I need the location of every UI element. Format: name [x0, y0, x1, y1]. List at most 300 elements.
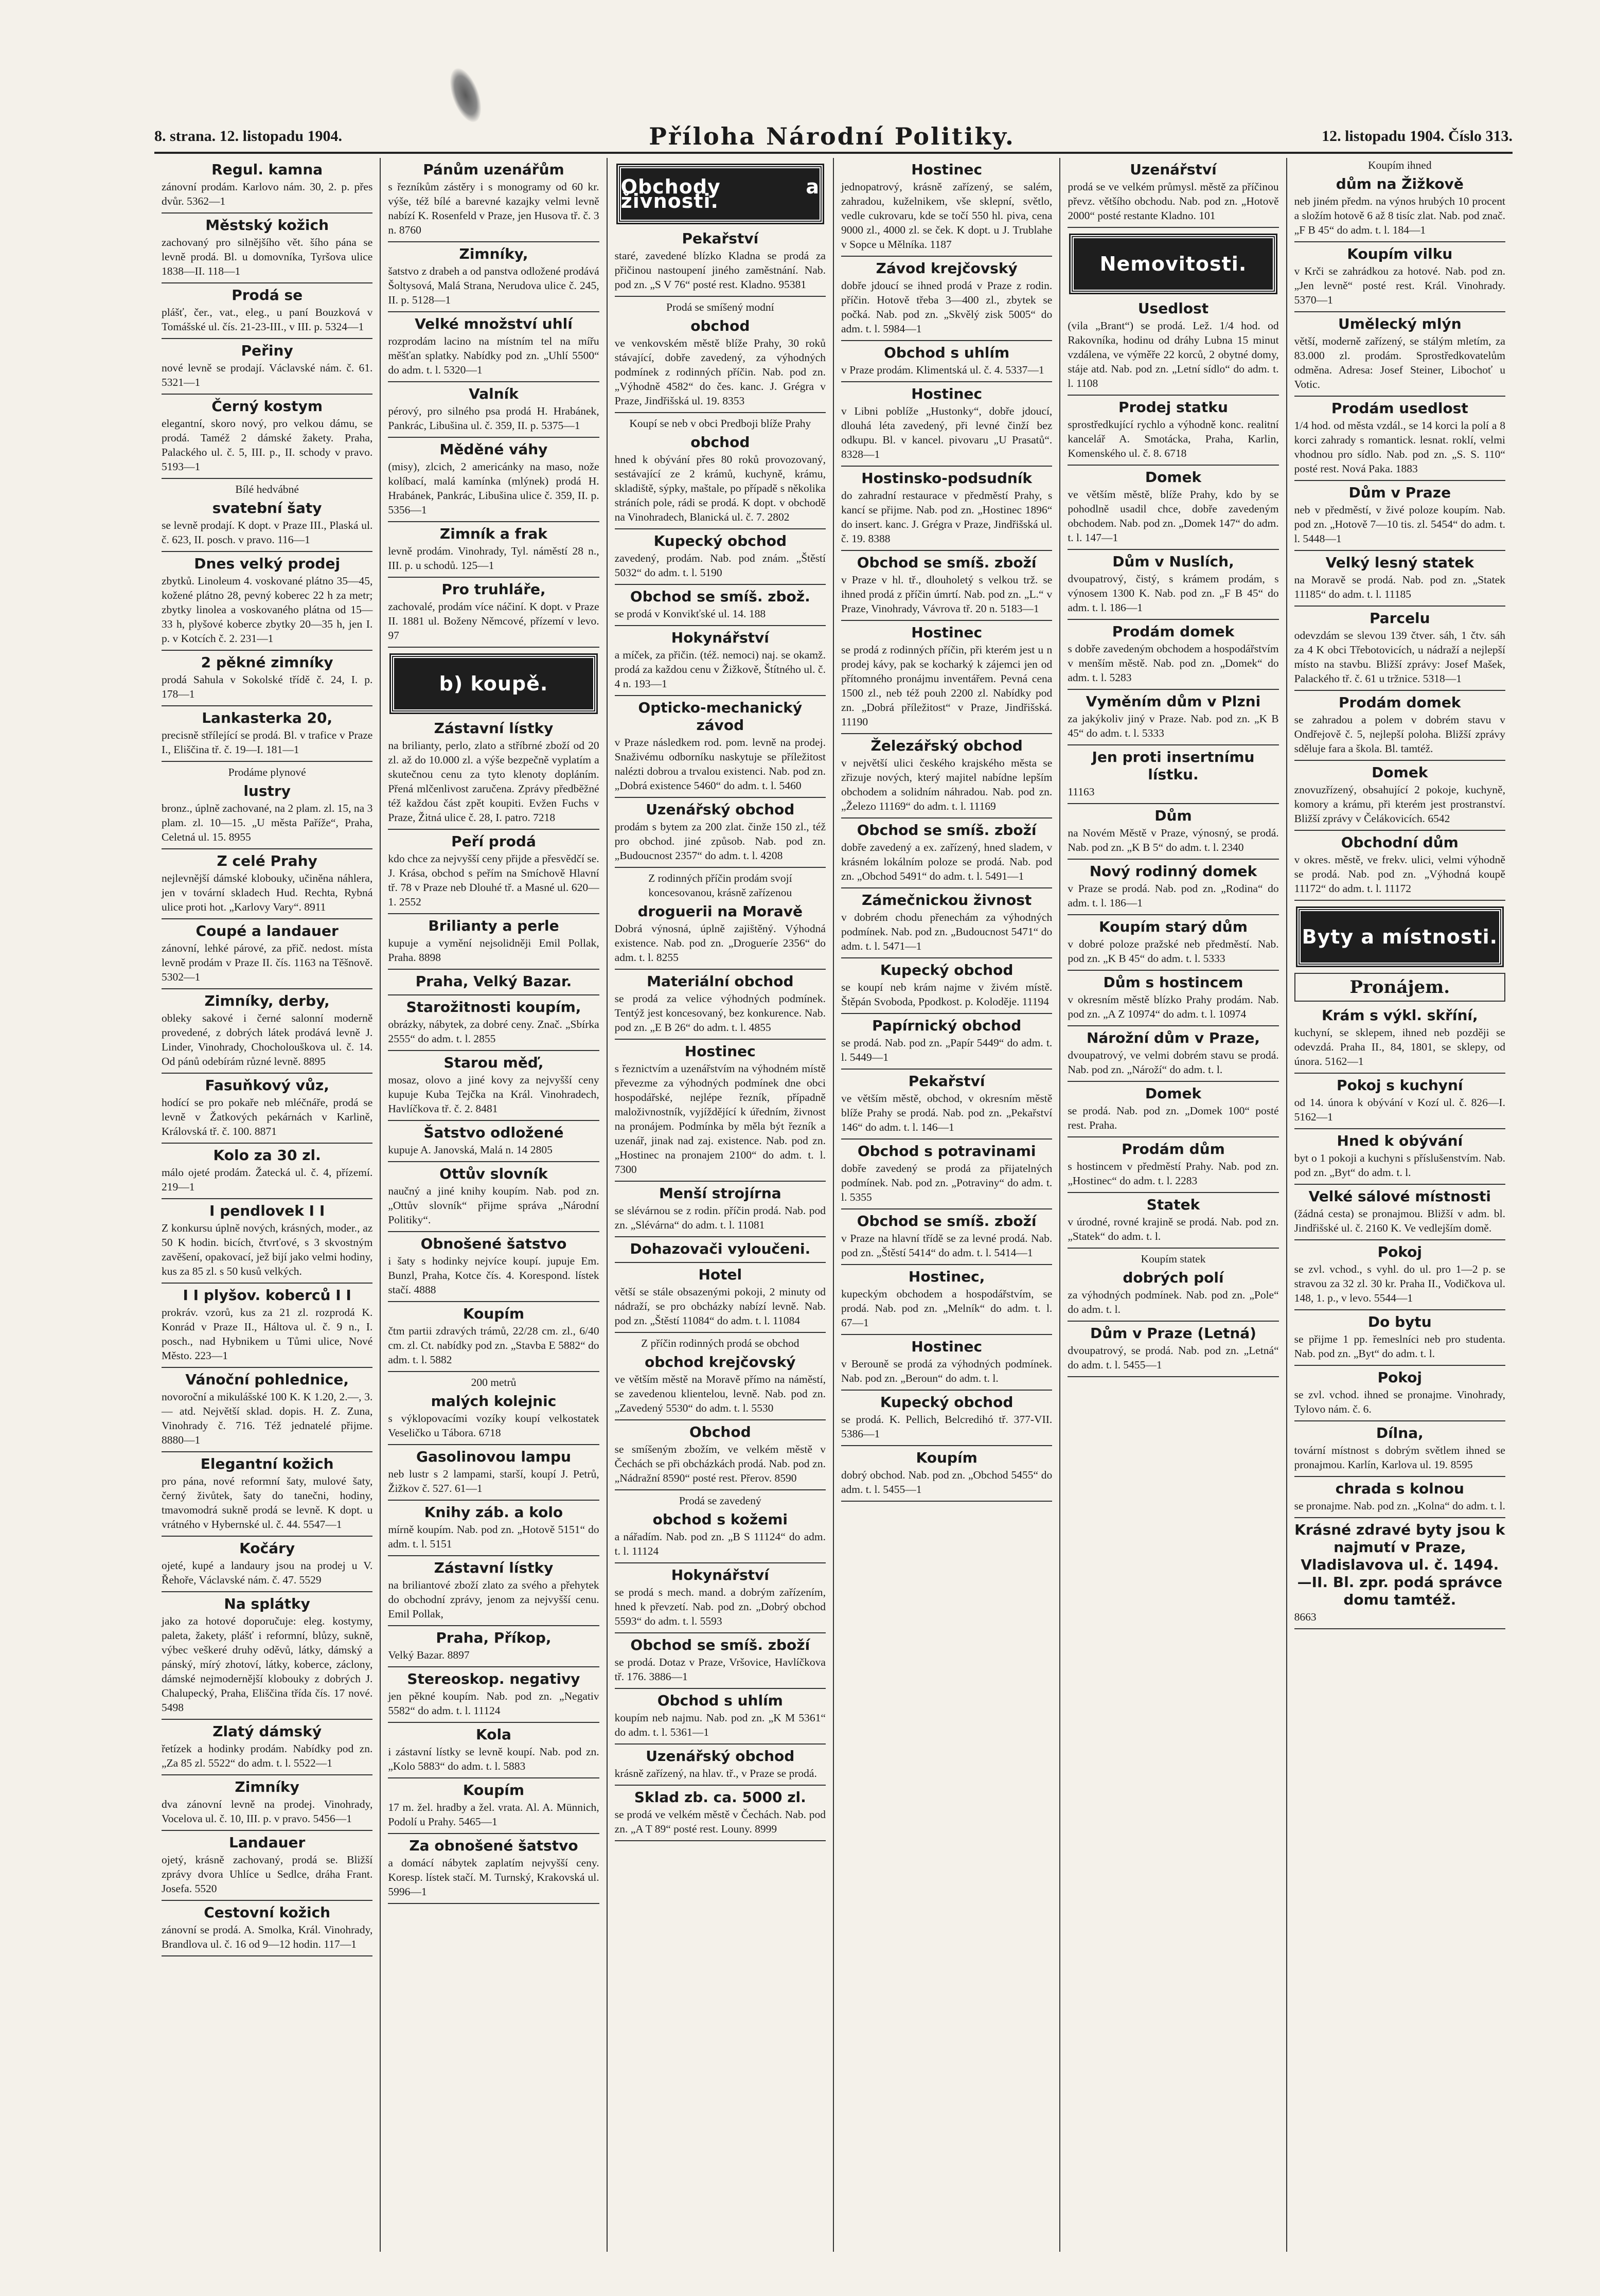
ad-divider [615, 1262, 826, 1263]
ad-title: Obchod se smíš. zboží [630, 1636, 810, 1653]
classified-ad [1068, 918, 1278, 966]
ad-divider [162, 848, 372, 849]
classified-ad [162, 398, 372, 474]
ad-title: dobrých polí [1123, 1269, 1224, 1286]
ad-title: Na splátky [224, 1595, 310, 1612]
ad-body: se prodá. Nab. pod zn. „Papír 5449“ do adm. t. l. 5449—1 [841, 1037, 1053, 1063]
ad-title: Stereoskop. negativy [407, 1670, 580, 1687]
ad-title: Starožitnosti koupím, [406, 999, 581, 1016]
ad-divider [1294, 1309, 1505, 1310]
ad-title: Ottův slovník [439, 1165, 548, 1182]
ad-title: Obchod s potravinami [857, 1143, 1036, 1160]
ad-title: Kupecký obchod [653, 532, 787, 549]
classified-ad [1294, 1313, 1505, 1361]
ad-body: hodící se pro pokaře neb mléčnáře, prodá se levně v Žatkových pekárnách v Karlině, Královská tř. č. 100. 8871 [162, 1096, 373, 1137]
ad-code: 188 [749, 608, 766, 620]
ad-divider [1068, 1025, 1278, 1026]
ad-body: na brilianty, perlo, zlato a stříbrné zboží od 20 zl. až do 10.000 zl. a výše bezpečně vyplatím a skutečnou cenu za tyto klenoty dopláním. Přená mlčenlivost zaručena. Zprávy předběžné též každou část zpět koupiti. Evžen Fuchs v Praze, Žitná ulice č. 28, I. patro. 7218 [388, 739, 599, 824]
ad-body: zbytků. Linoleum 4. voskované plátno 35—45, kožené plátno 28, pevný koberec 22 h za metr; zbytky linolea a voskovaného plátna od 15—33 h, plyšové koberce zbytky 20—35 h, jen I. p. v Kotcích č. 2. 231—1 [162, 575, 373, 645]
ad-body: zachovaný pro silnějšího vět. šího pána se levně prodá. Bl. u domovníka, Tyršova ulice 1838—II. 118—1 [162, 236, 373, 277]
classified-ad [1294, 1369, 1505, 1416]
classified-ad [1294, 1007, 1505, 1069]
ad-title: Městský kožich [205, 217, 329, 234]
column-4 [834, 158, 1060, 2252]
ad-code: 11163 [1068, 786, 1095, 798]
ad-code: 11172 [1384, 882, 1411, 895]
ad-intro: Koupím statek [1141, 1253, 1206, 1265]
classified-ad [1068, 1085, 1278, 1132]
ad-code: 8760 [399, 224, 421, 236]
ad-title: Coupé a landauer [195, 922, 339, 939]
ad-title: Vyměním dům v Plzni [1086, 693, 1261, 710]
ad-body: se koupí neb krám najme v živém místě. Štěpán Svoboda, Ppodkost. p. Koloděje. 11194 [841, 981, 1053, 1008]
classified-ad [388, 1165, 599, 1227]
ad-title: Železářský obchod [870, 737, 1023, 754]
ad-body: se prodá z rodinných příčin, při kterém jest u n prodej kávy, pak se kocharký k zájemci jen od přítomného pronájmu inventářem. Pevná cena 1500 zl., neb též pouh 2200 zl. Nabídky pod zn. „Dobrá příležitost“ v Praze, Jindřišská. 11190 [841, 644, 1053, 728]
ad-divider [1068, 914, 1278, 915]
ad-body: se prodá. Dotaz v Praze, Vršovice, Havlíčkova tř. 176. 3886—1 [614, 1656, 826, 1683]
classified-ad [841, 737, 1052, 813]
ad-body: a míček, za přičin. (též. nemoci) naj. se okamž. prodá za každou cenu v Žižkově, Štítného ul. č. 4 n. 193—1 [614, 649, 826, 690]
ad-divider [1294, 830, 1505, 831]
ad-code: 5162—1 [1294, 1111, 1333, 1123]
ad-divider [841, 1138, 1052, 1140]
ad-title: Domek [1372, 764, 1428, 781]
ad-title: Parcelu [1370, 610, 1430, 627]
ad-body: se prodá. K. Pellich, Belcredihó tř. 377-VII. 5386—1 [841, 1413, 1053, 1440]
ad-divider [615, 797, 826, 798]
ad-code: 1187 [930, 238, 952, 251]
ad-title: Z celé Prahy [217, 852, 317, 869]
ad-body: kdo chce za nejvyšší ceny přijde a přesvědčí se. J. Krása, obchod s peřím na Smíchově Hlavní tř. 78 v Praze neb Dlouhé tř. a Masné ul. 620—1. 2552 [388, 852, 599, 908]
ad-code: 2805 [530, 1144, 553, 1156]
ad-code: 5455—1 [883, 1483, 922, 1496]
ad-divider [1294, 900, 1505, 901]
classified-ad [162, 1904, 372, 1951]
ad-body: na briliantové zboží zlato za svého a přehytek do obchodní zprávy, jenom za nejvyšší cenu. Emil Pollak, [388, 1579, 599, 1620]
ad-title: obchod s kožemi [652, 1511, 788, 1528]
ad-title: Obchodní dům [1341, 834, 1459, 851]
ad-body: pérový, pro silného psa prodá H. Hrabánek, Pankrác, Libušina ul. č. 359, II. p. 5375—1 [388, 405, 599, 432]
ad-code: 8328—1 [841, 448, 880, 460]
ad-body: jen pěkné koupím. Nab. pod zn. „Negativ 5582“ do adm. t. l. 11124 [388, 1690, 599, 1717]
ad-code: 181—1 [266, 743, 299, 756]
ad-title: Hostinec [911, 624, 983, 641]
ad-divider [615, 584, 826, 585]
classified-ad [162, 1723, 372, 1770]
ad-title: Zámečnickou živnost [862, 892, 1032, 909]
ad-body: ojeté, kupé a landaury jsou na prodej u V. Řehoře, Václavské nám. č. 47. 5529 [162, 1559, 373, 1586]
ad-body: naučný a jiné knihy koupím. Nab. pod zn. „Ottův slovník“ přijme správa „Národní Politiky“. [388, 1185, 599, 1226]
ad-divider [388, 994, 599, 995]
ad-title: Pekařství [682, 230, 759, 247]
ad-title: Obchod s uhlím [657, 1692, 783, 1709]
ad-title: Závod krejčovský [876, 260, 1018, 277]
section-banner: Byty a místnosti. [1297, 908, 1502, 966]
ad-title: Hotel [698, 1266, 742, 1283]
classified-ad [388, 1375, 599, 1440]
ad-body: neb lustr s 2 lampami, starší, koupí J. Petrů, Žižkov č. 527. 61—1 [388, 1468, 599, 1494]
ad-code: 10974 [1218, 1008, 1247, 1020]
ink-smudge [444, 64, 488, 126]
classified-ad [162, 654, 372, 701]
header-left: 8. strana. 12. listopadu 1904. [154, 128, 343, 145]
ad-code: 101 [1199, 209, 1216, 222]
ad-title: Hostinec [911, 161, 983, 178]
ad-code: 2552 [399, 896, 421, 908]
ad-title: Vánoční pohlednice, [185, 1371, 349, 1388]
ad-body: mosaz, olovo a jiné kovy za nejvyšší ceny kupuje Kuba Tejčka na Král. Vinohradech, Havlíčkova tř. č. 2. 8481 [388, 1074, 599, 1115]
ad-divider [1068, 1321, 1278, 1322]
ad-divider [1294, 760, 1505, 761]
ad-divider [615, 1181, 826, 1182]
ad-body: v Libni poblíže „Hustonky“, dobře jdoucí, dlouhá léta zavedený, při levné činží bez odkupu. Bl. v kancel. pivovaru „U Prasatů“. 8328—1 [841, 405, 1053, 460]
ad-title: Gasolinovou lampu [416, 1448, 571, 1465]
ad-body: levně prodám. Vinohrady, Tyl. náměstí 28 n., III. p. u schodů. 125—1 [388, 545, 599, 572]
classified-ad [615, 1789, 826, 1836]
ad-divider [841, 466, 1052, 467]
ad-body: zavedený, prodám. Nab. pod znám. „Štěstí 5032“ do adm. t. l. 5190 [614, 552, 826, 579]
ad-divider [615, 1332, 826, 1333]
ad-body: (misy), zlcich, 2 americánky na maso, nože kolíbací, malá kamínka (mlýnek) prodá H. Hrabánek, Pankrác, Libušina ulice č. 359, II. p. 5356—1 [388, 460, 599, 516]
ad-divider [1068, 465, 1278, 466]
ad-divider [388, 311, 599, 312]
ad-body: se levně prodají. K dopt. v Praze III., Plaská ul. č. 623, II. posch. v pravo. 116—1 [162, 519, 373, 546]
ad-code: 5193—1 [162, 460, 201, 473]
ad-title: Černý kostym [211, 398, 323, 415]
ad-divider [388, 1777, 599, 1778]
classified-ad [615, 1240, 826, 1258]
classified-ad [1068, 693, 1278, 740]
ad-divider [1068, 689, 1278, 690]
ad-body: elegantní, skoro nový, pro velkou dámu, se prodá. Taméž 2 dámské žakety. Praha, Palackého ul. č. 5, III. p., II. schody v pravo. 5193—1 [162, 417, 373, 473]
ad-code: 219—1 [162, 1181, 195, 1193]
ad-divider [1068, 1136, 1278, 1137]
classified-ad [615, 1567, 826, 1628]
ad-columns [154, 158, 1513, 2252]
ad-code: 5361—1 [670, 1726, 709, 1738]
ad-body: prodám s bytem za 200 zlat. činže 150 zl., též pro obchod. jiné způsob. Nab. pod zn. „Budoucnost 2357“ do adm. t. l. 4208 [614, 821, 826, 862]
classified-ad [1294, 1077, 1505, 1124]
ad-title: Koupím [463, 1782, 525, 1799]
classified-ad [841, 1213, 1052, 1260]
ad-divider [1068, 1192, 1278, 1193]
ad-body: v Praze se prodá. Nab. pod zn. „Rodina“ do adm. t. l. 186—1 [1068, 882, 1279, 909]
ad-divider [841, 340, 1052, 341]
ad-code: 5151 [430, 1538, 452, 1550]
column-5 [1060, 158, 1287, 2252]
ad-code: 118—1 [207, 265, 241, 277]
ad-code: 2340 [1221, 841, 1244, 853]
ad-code: 5593 [700, 1615, 722, 1627]
ad-body: nejlevnější dámské klobouky, učiněna náhlera, jen v tovární skladech Hud. Rechta, Rybná ulice proti hot. „Karlovy Vary“. 8911 [162, 872, 373, 913]
classified-ad [1068, 469, 1278, 545]
ad-code: 5883 [503, 1760, 526, 1772]
ad-divider [388, 437, 599, 438]
ad-body: ve větším městě, blíže Prahy, kdo by se pohodlně usadil chce, dobře zavedeným obchodem. Nab. pod zn. „Domek 147“ do adm. t. l. 147—1 [1068, 488, 1279, 544]
ad-divider [615, 1419, 826, 1420]
ad-divider [615, 528, 826, 529]
ad-divider [841, 1264, 1052, 1265]
ad-body: i zástavní lístky se levně koupí. Nab. pod zn. „Kolo 5883“ do adm. t. l. 5883 [388, 1746, 599, 1772]
ad-code: 8880—1 [162, 1434, 201, 1446]
ad-body: s hostincem v předměstí Prahy. Nab. pod zn. „Hostinec“ do adm. t. l. 2283 [1068, 1160, 1279, 1187]
ad-divider [1294, 606, 1505, 607]
ad-body: šatstvo z drabeh a od panstva odložené prodává Šoltysová, Malá Strana, Nerudova ulice č. 245, II. p. 5128—1 [388, 265, 599, 306]
ad-intro: Koupí se neb v obci Predboji blíže Prahy [629, 417, 811, 430]
ad-code: 95381 [778, 278, 807, 291]
classified-ad [388, 1837, 599, 1899]
classified-ad [1068, 1029, 1278, 1077]
ad-code: 186—1 [1109, 897, 1143, 909]
classified-ad [615, 1043, 826, 1177]
ad-body: prodá Sahula v Sokolské třídě č. 24, I. p. 178—1 [162, 673, 373, 700]
classified-ad [615, 1266, 826, 1328]
ad-code: 5375—1 [541, 419, 580, 432]
ad-divider [1068, 619, 1278, 620]
ad-code: 5320—1 [443, 364, 483, 376]
ad-title: Zlatý dámský [212, 1723, 322, 1740]
ad-code: 2283 [1175, 1174, 1198, 1187]
ad-code: 5529 [299, 1574, 322, 1586]
ad-body: v největší ulici českého krajského města se zřizuje nových, který majitel nabídne lepším obchodem a solidním náhradou. Nab. pod zn. „Železo 11169“ do adm. t. l. 11169 [841, 757, 1053, 812]
section-banner: Obchody a živnosti. [618, 165, 823, 223]
ad-divider [162, 1955, 372, 1956]
classified-ad [615, 230, 826, 292]
ad-title: Uzenářský obchod [646, 801, 795, 818]
ad-body: bronz., úplně zachované, na 2 plam. zl. 15, na 3 plam. zl. 10—15. „U města Paříže“, Praha, Celetná ul. 15. 8955 [162, 802, 373, 843]
ad-body: se prodá s mech. mand. a dobrým zařízením, hned k převzetí. Nab. pod zn. „Dobrý obchod 5593“ do adm. t. l. 5593 [614, 1586, 826, 1627]
classified-ad [1068, 974, 1278, 1021]
ad-divider [615, 1632, 826, 1633]
classified-ad [1068, 749, 1278, 799]
ad-code: 5370—1 [1294, 294, 1333, 306]
classified-ad [841, 1338, 1052, 1385]
ad-divider [1068, 744, 1278, 745]
ad-code: 7300 [614, 1163, 637, 1176]
ad-body: hned k obývání přes 80 roků provozovaný, sestávající ze 2 krámů, kuchyně, krámu, skladiště, sýpky, maštale, po případě s několika stráních pole, rádi se prodá. K dopt. v obchodě na Vinohradech, Blanická ul. č. 7. 2802 [614, 453, 826, 523]
ad-body: se prodá v Konvikťské ul. 14. 188 [614, 608, 766, 620]
ad-code: 5386—1 [841, 1428, 880, 1440]
column-2 [381, 158, 607, 2252]
ad-code: 5522—1 [293, 1757, 332, 1769]
ad-title: Pro truhláře, [441, 581, 546, 598]
ad-body: se prodá ve velkém městě v Čechách. Nab. pod zn. „A T 89“ posté rest. Louny. 8999 [614, 1808, 826, 1835]
ad-title: lustry [243, 782, 291, 799]
ad-title: Dům v Praze [1348, 484, 1451, 501]
classified-ad [1294, 694, 1505, 756]
ad-title: Pánům uzenářům [423, 161, 564, 178]
ad-title: Obchod [689, 1423, 751, 1440]
classified-ad [162, 287, 372, 334]
section-banner: b) koupě. [391, 655, 596, 713]
classified-ad [388, 525, 599, 573]
ad-divider [841, 733, 1052, 734]
classified-ad [615, 1636, 826, 1684]
ad-code: 8895 [303, 1055, 326, 1067]
column-1 [154, 158, 381, 2252]
ad-code: 11185 [1384, 588, 1411, 600]
ad-code: 8911 [304, 901, 326, 913]
classified-ad [1294, 1188, 1505, 1235]
ad-title: Domek [1145, 1085, 1202, 1102]
ad-divider [615, 296, 826, 297]
ad-body: ojetý, krásně zachovaný, prodá se. Bližší zprávy dvora Uhlíce u Sedlce, dráha Frant. Josefa. 5520 [162, 1854, 373, 1895]
ad-title: 2 pěkné zimníky [201, 654, 333, 671]
ad-body: dobře jdoucí se ihned prodá v Praze z rodin. příčin. Hotově třeba 3—400 zl., zbytek se počká. Nab. pod zn. „Skvělý zisk 5005“ do adm. t. l. 5984—1 [841, 279, 1053, 335]
ad-divider [615, 1562, 826, 1563]
ad-title: Krám s výkl. skříní, [1321, 1007, 1478, 1024]
ad-divider [841, 620, 1052, 621]
ad-title: Prodej statku [1118, 399, 1228, 416]
ad-body: dvoupatrový, ve velmi dobrém stavu se prodá. Nab. pod zn. „Nároží“ do adm. t. l. [1068, 1049, 1279, 1076]
ad-title: Landauer [228, 1834, 306, 1851]
classified-ad [1068, 1196, 1278, 1243]
classified-ad [1294, 610, 1505, 686]
ad-divider [841, 957, 1052, 958]
classified-ad [615, 532, 826, 580]
ad-body: dva zánovní levně na prodej. Vinohrady, Vocelova ul. č. 10, III. p. v pravo. 5456—1 [162, 1798, 373, 1825]
ad-body: v Praze v hl. tř., dlouholetý s velkou trž. se ihned prodá z příčin úmrtí. Nab. pod zn. „L.“ v Praze, Vinohrady, Vávrova tř. 20 n. 5183—1 [841, 574, 1053, 615]
ad-code: 5162—1 [1325, 1055, 1364, 1067]
ad-code: 5547—1 [303, 1518, 342, 1530]
ad-divider [1294, 311, 1505, 312]
ad-divider [388, 1555, 599, 1556]
ad-divider [615, 867, 826, 868]
ad-code: 5544—1 [1374, 1292, 1413, 1304]
ad-divider [1068, 1376, 1278, 1377]
ad-title: Dílna, [1376, 1425, 1424, 1441]
ad-divider [1294, 396, 1505, 397]
classified-ad [1294, 315, 1505, 391]
ad-divider [162, 551, 372, 552]
classified-ad [1068, 1252, 1278, 1316]
ad-code: 5460 [779, 779, 802, 792]
ad-divider [1294, 1476, 1505, 1477]
ad-code: 5337—1 [1005, 364, 1044, 376]
ad-divider [841, 256, 1052, 257]
ad-body: se zvl. vchod. ihned se pronajme. Vinohrady, Tylovo nám. č. 6. [1294, 1389, 1505, 1415]
ad-code: 5882 [430, 1354, 452, 1366]
ad-divider [1294, 1184, 1505, 1185]
ad-body: do zahradní restaurace v předměstí Prahy, s kancí se přijme. Nab. pod zn. „Hostinec 1896“ do insert. kanc. J. Grégra v Praze, Jindřišská ul. č. 19. 8388 [841, 489, 1053, 545]
ad-intro: 200 metrů [471, 1376, 517, 1389]
classified-ad [162, 1371, 372, 1447]
ad-title: Zimníky [235, 1778, 299, 1795]
ad-title: Prodám domek [1339, 694, 1461, 711]
ad-body: s řeznictvím a uzenářstvím na výhodném místě převezme za výhodných podmínek dne obci hospodářské, nejlépe řezník, případně maloživnostník, vyjíždějící k úředním, živnost na pronájem. Podmínka by měla být řezník a uzenář, jinak nad zaj. existence. Nab. pod zn. „Hostinec na pronajem 2100“ do adm. t. l. 7300 [614, 1062, 826, 1176]
ad-code: 6542 [1428, 812, 1450, 825]
ad-code: 5190 [700, 566, 722, 579]
ad-code: 11190 [841, 716, 868, 728]
ad-divider [162, 338, 372, 339]
ad-title: Peří prodá [451, 833, 536, 850]
ad-code: 8595 [1450, 1458, 1473, 1471]
ad-body: neb jiném předm. na výnos hrubých 10 procent a složím hotově 6 až 8 tisíc zlat. Nab. pod znač. „F B 45“ do adm. t. l. 184—1 [1294, 195, 1505, 236]
ad-divider [388, 577, 599, 578]
ad-title: Zimník a frak [439, 525, 548, 542]
classified-ad [615, 588, 826, 621]
ad-title: Koupím vilku [1347, 245, 1453, 262]
classified-ad [1294, 484, 1505, 546]
classified-ad [841, 385, 1052, 461]
ad-divider [615, 1039, 826, 1040]
ad-body: pro pána, nové reformní šaty, mulové šaty, černý živůtek, šaty do tanečni, hodiny, tmavomodrá sukně prodá se levně. K dopt. u vrátného v Hybernské ul. č. 44. 5547—1 [162, 1475, 373, 1530]
ad-divider [388, 1301, 599, 1302]
ad-title: obchod krejčovský [645, 1354, 796, 1371]
ad-intro: Prodáme plynové [228, 766, 306, 778]
ad-title: Brilianty a perle [428, 917, 559, 934]
ad-title: Uzenářský obchod [646, 1748, 795, 1765]
ad-title: Praha, Příkop, [436, 1629, 552, 1646]
ad-title: Fasuňkový vůz, [205, 1077, 329, 1094]
ad-body: větší, moderně zařízený, se stálým mletím, za 83.000 zl. prodám. Sprostředkovatelům odměna. Adresa: Josef Steiner, Libochoť u Votic. [1294, 335, 1505, 390]
classified-ad [1294, 1480, 1505, 1513]
ad-body: prodá se ve velkém průmysl. městě za příčinou převz. většího obchodu. Nab. pod zn. „Hotově 2000“ posté restante Kladno. 101 [1068, 181, 1279, 222]
ad-divider [841, 1013, 1052, 1014]
ad-intro: Z rodinných příčin prodám svojí koncesovanou, krásně zařízenou [648, 872, 792, 899]
ad-divider [1068, 395, 1278, 396]
ad-body: zánovní, lehké párové, za přič. nedost. místa levně prodám v Praze II. čís. 1163 na Těšnově. 5302—1 [162, 942, 373, 983]
ad-body: na Moravě se prodá. Nab. pod zn. „Statek 11185“ do adm. t. l. 11185 [1294, 574, 1505, 600]
ad-code: 2855 [473, 1033, 496, 1045]
ad-code: 117—1 [324, 1938, 357, 1950]
ad-divider [615, 1840, 826, 1841]
ad-title: Dům v Praze (Letná) [1090, 1325, 1256, 1342]
ad-code: 231—1 [240, 632, 274, 645]
ad-title: Koupím starý dům [1099, 918, 1248, 935]
classified-ad [162, 1455, 372, 1532]
ad-title: Pokoj [1377, 1369, 1423, 1386]
ad-body: nové levně se prodají. Václavské nám. č. 61. 5321—1 [162, 362, 373, 388]
ad-code: 8255 [656, 951, 679, 964]
ad-divider [841, 381, 1052, 382]
ad-title: I pendlovek I I [209, 1202, 325, 1219]
ad-code: 6718 [1164, 447, 1187, 459]
ad-body: zánovní se prodá. A. Smolka, Král. Vinohrady, Brandlova ul. č. 16 od 9—12 hodin. 117—1 [162, 1924, 373, 1950]
ad-body: Z konkursu úplně nových, krásných, moder., az 50 K hodin. bicích, čtvrťové, s 3 skvostným zavěšení, opakovací, jež bijí jako velmi hodiny, kus za 85 zl. s 50 kusů velkých. [162, 1222, 373, 1277]
header-title: Příloha Národní Politiky. [649, 122, 1015, 150]
ad-divider [841, 1501, 1052, 1502]
ad-divider [615, 969, 826, 970]
ad-intro: Z příčin rodinných prodá se obchod [641, 1337, 799, 1349]
ad-title: Papírnický obchod [872, 1017, 1022, 1034]
ad-code: 1883 [1395, 462, 1418, 475]
classified-ad [1068, 863, 1278, 910]
ad-code: 11124 [473, 1704, 501, 1717]
ad-title: Hokynářství [671, 1567, 769, 1583]
ad-body: 17 m. žel. hradby a žel. vrata. Al. A. Münnich, Podolí u Prahy. 5465—1 [388, 1801, 599, 1828]
classified-ad [388, 245, 599, 307]
ad-divider [162, 478, 372, 479]
ad-code: 147—1 [1085, 531, 1118, 544]
classified-ad [162, 1077, 372, 1138]
ad-body: s výklopovacími vozíky koupí velkostatek Veseličko u Tábora. 6718 [388, 1412, 599, 1439]
ad-body: se prodá za velice výhodných podmínek. Tentýž jest koncesovaný, bez konkurence. Nab. pod zn. „E B 26“ do adm. t. l. 4855 [614, 992, 826, 1034]
ad-body: 1/4 hod. od města vzdál., se 14 korci la polí a 8 korci zahrady s romantick. lesnat. roklí, velmi vhodnou pro sídlo. Nab. pod zn. „S. S. 110“ posté rest. Nová Paka. 1883 [1294, 419, 1505, 475]
classified-ad [841, 260, 1052, 336]
ad-title: Pokoj s kuchyní [1337, 1077, 1463, 1094]
ad-body: ve venkovském městě blíže Prahy, 30 roků stávající, dobře zavedený, za výhodných podmínek z rodinných příčin. Nab. pod zn. „Výhodně 4582“ do čes. kanc. J. Grégra v Praze, Jindřišská ul. 19. 8353 [614, 337, 826, 407]
ad-divider [1294, 1239, 1505, 1240]
ad-code: 5333 [1142, 727, 1164, 739]
ad-title: Sklad zb. ca. 5000 zl. [634, 1789, 806, 1806]
classified-ad [388, 1559, 599, 1621]
ad-divider [388, 1903, 599, 1904]
ad-code: 5183—1 [1000, 602, 1039, 615]
ad-title: Umělecký mlýn [1338, 315, 1462, 332]
ad-code: 8871 [254, 1125, 277, 1137]
